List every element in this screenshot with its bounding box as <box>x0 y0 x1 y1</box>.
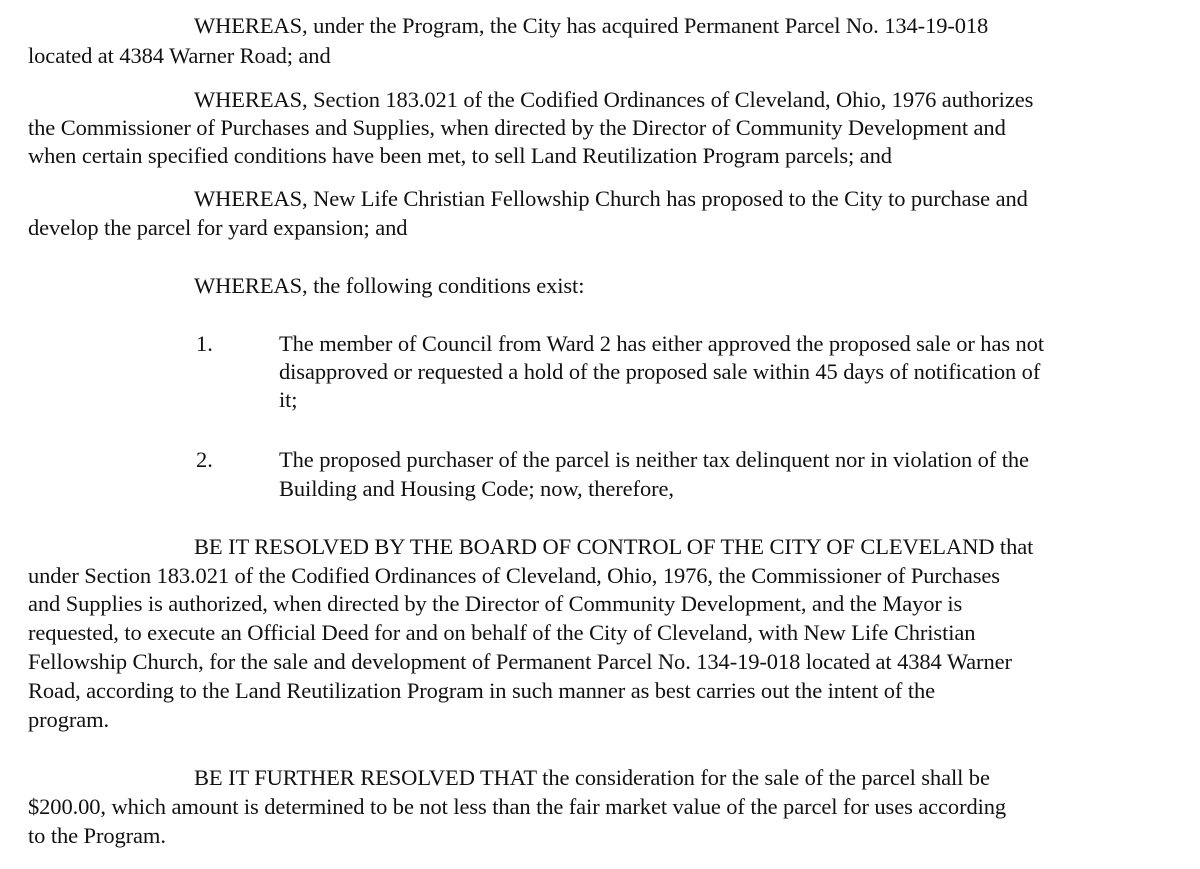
p2-line-1: WHEREAS, Section 183.021 of the Codified Ordinances of Cleveland, Ohio, 1976 authorizes <box>194 87 1034 112</box>
p1-line-2: located at 4384 Warner Road; and <box>28 43 331 68</box>
p2-line-2: the Commissioner of Purchases and Supplies, when directed by the Director of Community Development and <box>28 115 1006 140</box>
condition-2-line-1: The proposed purchaser of the parcel is neither tax delinquent nor in violation of the <box>279 447 1029 472</box>
condition-1-line-1: The member of Council from Ward 2 has either approved the proposed sale or has not <box>279 331 1044 356</box>
p8-line-3: to the Program. <box>28 823 166 848</box>
condition-2-line-2: Building and Housing Code; now, therefore, <box>279 476 674 501</box>
p7-line-2: under Section 183.021 of the Codified Ordinances of Cleveland, Ohio, 1976, the Commissioner of Purchases <box>28 563 1000 588</box>
condition-1-line-2: disapproved or requested a hold of the proposed sale within 45 days of notification of <box>279 359 1041 384</box>
p7-line-3: and Supplies is authorized, when directed by the Director of Community Development, and the Mayor is <box>28 591 963 616</box>
p7-line-5: Fellowship Church, for the sale and development of Permanent Parcel No. 134-19-018 located at 4384 Warner <box>28 649 1012 674</box>
p7-line-4: requested, to execute an Official Deed for and on behalf of the City of Cleveland, with New Life Christian <box>28 620 976 645</box>
p1-line-1: WHEREAS, under the Program, the City has acquired Permanent Parcel No. 134-19-018 <box>194 13 989 38</box>
p7-line-6: Road, according to the Land Reutilization Program in such manner as best carries out the intent of the <box>28 678 936 703</box>
p2-line-3: when certain specified conditions have been met, to sell Land Reutilization Program parcels; and <box>28 143 892 168</box>
p7-line-7: program. <box>28 707 110 732</box>
condition-1-line-3: it; <box>279 387 298 412</box>
p8-line-2: $200.00, which amount is determined to be not less than the fair market value of the parcel for uses according <box>28 794 1007 819</box>
p3-line-1: WHEREAS, New Life Christian Fellowship Church has proposed to the City to purchase and <box>194 186 1028 211</box>
p8-line-1: BE IT FURTHER RESOLVED THAT the consideration for the sale of the parcel shall be <box>194 765 990 790</box>
p3-line-2: develop the parcel for yard expansion; and <box>28 215 408 240</box>
condition-1-number: 1. <box>196 331 213 356</box>
condition-2-number: 2. <box>196 447 213 472</box>
p4-line-1: WHEREAS, the following conditions exist: <box>194 273 585 298</box>
p7-line-1: BE IT RESOLVED BY THE BOARD OF CONTROL OF THE CITY OF CLEVELAND that <box>194 534 1034 559</box>
